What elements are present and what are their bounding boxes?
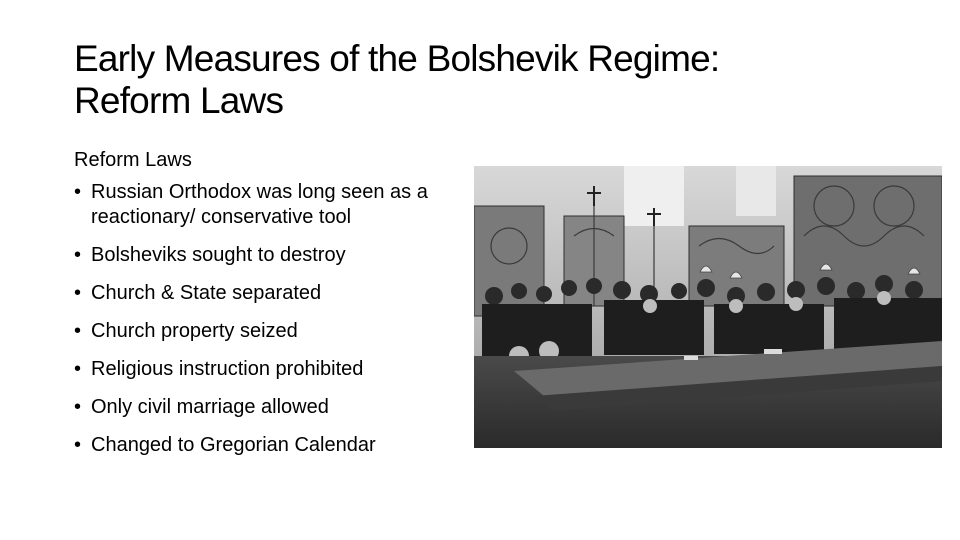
bullet-item: • Religious instruction prohibited: [74, 357, 474, 382]
slide-title-line-1: Early Measures of the Bolshevik Regime:: [74, 38, 720, 79]
bullet-item: • Bolsheviks sought to destroy: [74, 243, 474, 268]
bullet-list: [74, 180, 474, 458]
bullet-item: • Russian Orthodox was long seen as a reactionary/ conservative tool: [74, 180, 474, 230]
slide-content: [74, 148, 474, 471]
slide-title: [74, 38, 894, 122]
bullet-item: • Changed to Gregorian Calendar: [74, 433, 474, 458]
bullet-item: • Church & State separated: [74, 281, 474, 306]
bullet-item: • Church property seized: [74, 319, 474, 344]
content-subheading: Reform Laws: [74, 149, 192, 171]
photo-illustration-icon: [474, 166, 942, 448]
council-photo: [474, 166, 942, 448]
slide-title-line-2: Reform Laws: [74, 80, 284, 121]
bullet-item: • Only civil marriage allowed: [74, 395, 474, 420]
